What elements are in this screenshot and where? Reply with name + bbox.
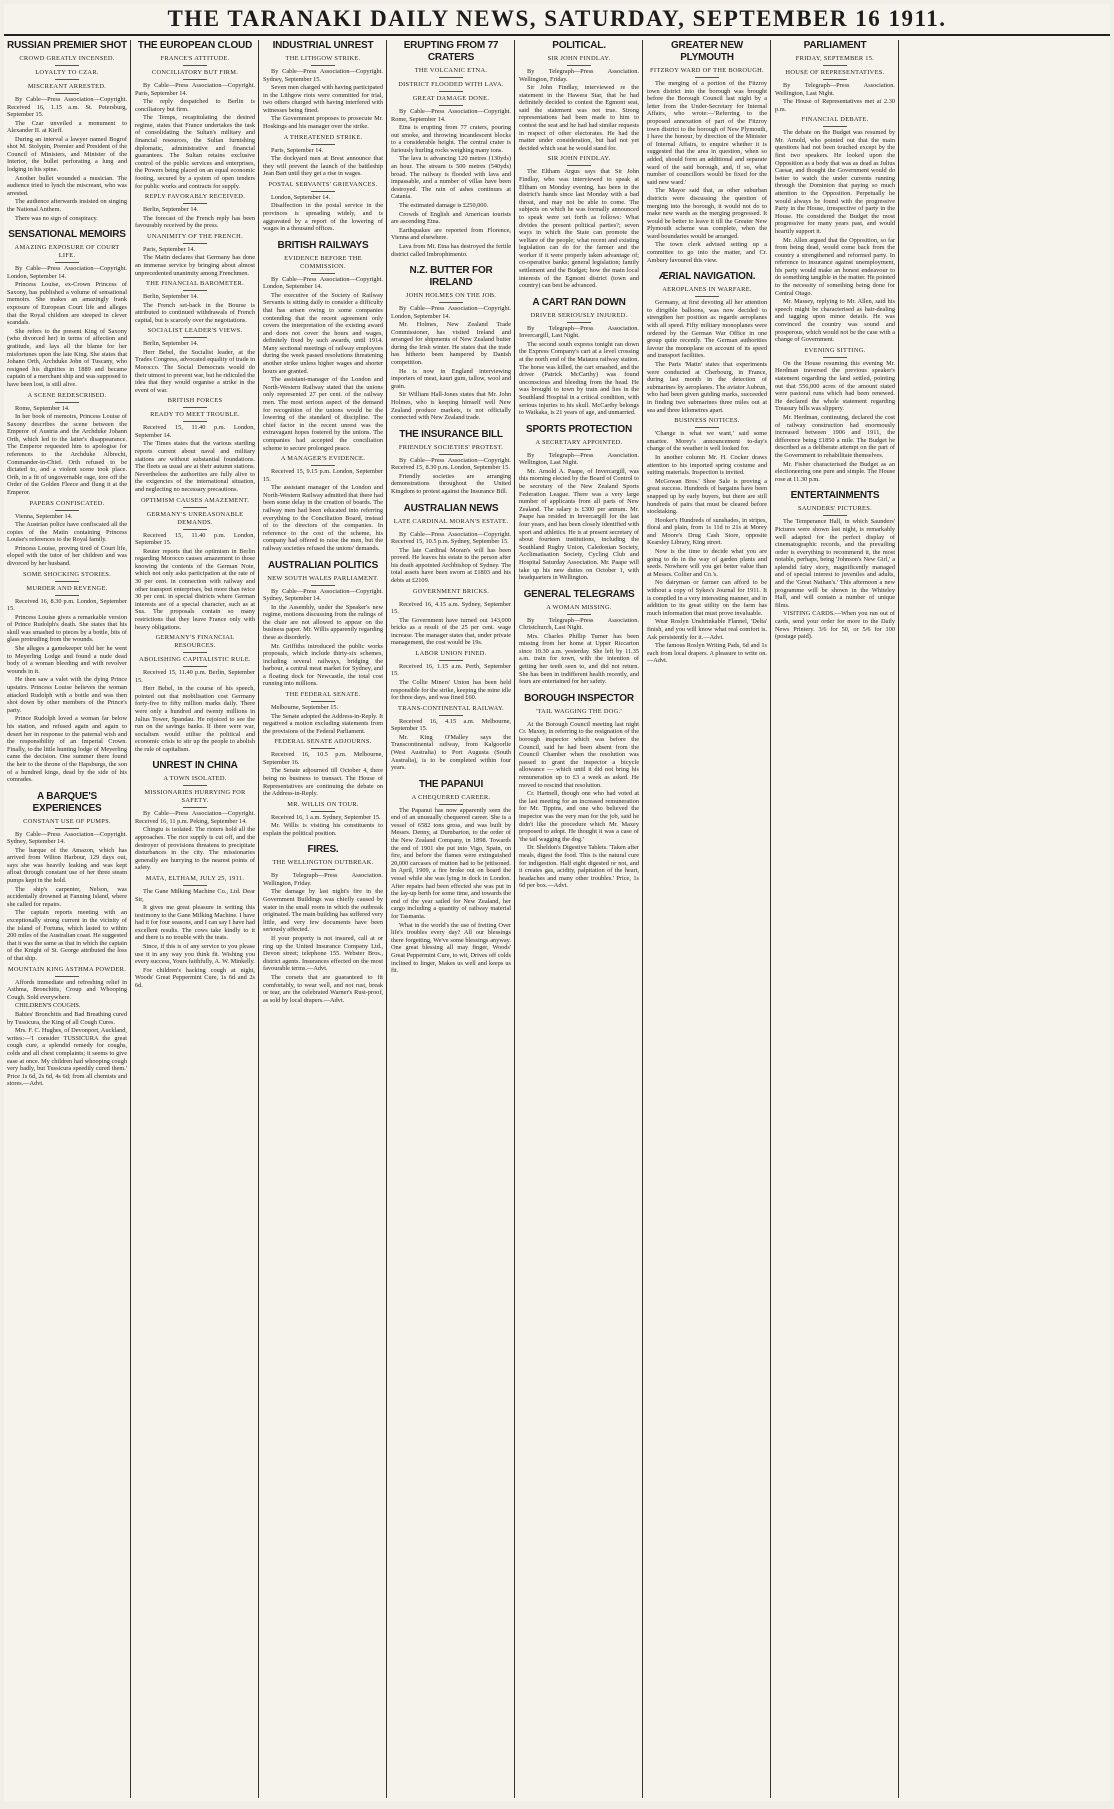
article-byline: Received 15, 11.40 p.m. Berlin, September 15. [135, 669, 255, 684]
article-subheading: UNANIMITY OF THE FRENCH. [135, 233, 255, 244]
article-byline: Berlin, September 14. [143, 293, 199, 301]
article-paragraph: Mr. Holmes, New Zealand Trade Commissioner, has visited Ireland and arranged for shipments of New Zealand butter during the Irish winter. He states that the trade has hitherto been hampered by Danish competition. [391, 321, 511, 367]
article-subheading: CONSTANT USE OF PUMPS. [7, 818, 127, 829]
article-paragraph: Cr. Hartnell, though one who had voted at the last meeting for an increased remuneration for Mr. Tippins, and one who believed the inspector was the very man for the job, said he didn't like the procedure which Mr. Maxey proposed to adopt. He thought it was a case of 'the tail wagging the dog.' [519, 790, 639, 843]
article-paragraph: Mr. Fisher characterised the Budget as an electioneering one pure and simple. The House rose at 11.30 p.m. [775, 460, 895, 483]
article-subheading: LATE CARDINAL MORAN'S ESTATE. [391, 518, 511, 529]
article-paragraph: If your property is not insured, call at or ring up the United Insurance Company Ltd., Devon street; telephone 155. Webster Bros., district agents. Insurances effected on the most favourable terms.—Advt. [263, 934, 383, 973]
article-headline: RUSSIAN PREMIER SHOT [7, 40, 127, 51]
article-subheading: READY TO MEET TROUBLE. [135, 411, 255, 422]
article-byline: By Telegraph—Press Association. Christchurch, Last Night. [519, 616, 639, 632]
article-paragraph: Herr Bebel, in the course of his speech, pointed out that mobilisation cost Germany forty-five to fifty million marks daily. There were only a hundred and twenty millions in Julius Tower, Spandau. He rejoiced to see the run on the savings banks. If there were war, socialism would utilise the political and economic crisis to stir up the people to abolish the rule of capitalism. [135, 685, 255, 753]
article-byline: Rome, September 14. [15, 404, 70, 412]
masthead-title: THE TARANAKI DAILY NEWS, SATURDAY, SEPTEMBER 16 1911. [4, 4, 1110, 36]
article-paragraph: He is now in England interviewing importers of meat, kauri gum, tallow, wool and grain. [391, 367, 511, 390]
article-byline: The Gane Milking Machine Co., Ltd. Dear Sir, [135, 888, 255, 903]
column-rule [898, 40, 899, 1798]
article-paragraph: The forecast of the French reply has been favourably received by the press. [135, 214, 255, 230]
article-subheading: SIR JOHN FINDLAY. [519, 155, 639, 166]
column-6 [647, 40, 767, 1798]
article-subheading: THE WELLINGTON OUTBREAK. [263, 859, 383, 870]
article-subheading: FINANCIAL DEBATE. [775, 116, 895, 127]
column-rule [770, 40, 771, 1798]
article-byline: By Telegraph—Press Association. Wellington, Friday. [519, 68, 639, 83]
article-paragraph: Lava from Mt. Etna has destroyed the fertile district called Imbrophimento. [391, 242, 511, 258]
article-paragraph: Crowds of English and American tourists are ascending Etna. [391, 210, 511, 226]
article-headline: ERUPTING FROM 77 CRATERS [403, 40, 499, 63]
article-paragraph: Princess Louise gives a remarkable version of Prince Rudolph's death. She states that his skull was smashed to pieces by a bottle, bits of glass protruding from the wounds. [7, 613, 127, 644]
article-paragraph: The Czar unveiled a monument to Alexander II. at Kieff. [7, 119, 127, 135]
article-paragraph: The House of Representatives met at 2.30 p.m. [775, 98, 895, 113]
article-subheading: FEDERAL SENATE ADJOURNS. [263, 738, 383, 749]
article-paragraph: Mr. Allen argued that the Opposition, so far from being dead, would come back from the country a strengthened and reformed party. In reference to insurance against unemployment, his party would make an honest endeavour to do something tangible in the matter. He pointed to the necessity of something being done for Central Otago. [775, 236, 895, 297]
column-8 [903, 40, 1023, 1798]
column-1 [7, 40, 127, 1798]
article-paragraph: Another bullet wounded a musician. The audience tried to lynch the miscreant, who was arrested. [7, 174, 127, 197]
article-subheading: PAPERS CONFISCATED. [7, 500, 127, 511]
article-headline: PARLIAMENT [803, 40, 867, 51]
article-headline: AUSTRALIAN NEWS [403, 502, 499, 514]
article-headline: A BARQUE'S EXPERIENCES [32, 790, 102, 814]
newspaper-page [4, 4, 1110, 1801]
article-paragraph: Princess Louise, ex-Crown Princess of Saxony, has published a volume of sensational memoirs. She makes an amazingly frank exposure of European Court life and alleges that the Royal children are steeped in clever scandals. [7, 281, 127, 327]
article-headline: UNREST IN CHINA [152, 760, 238, 772]
column-5 [519, 40, 639, 1798]
article-paragraph: Hooker's Hundreds of sunshades, in stripes, floral and plain, from 1s 11d to 21s at Morey and Moore's Drug Cash Store, opposite Kearsley Library, King street. [647, 516, 767, 547]
column-rule [258, 40, 259, 1798]
article-subheading: EVIDENCE BEFORE THE COMMISSION. [263, 255, 383, 274]
article-byline: Received 15, 11.40 p.m. London, September 14. [135, 424, 255, 439]
article-subheading: OPTIMISM CAUSES AMAZEMENT. [135, 497, 255, 508]
article-paragraph: Mrs. Charles Phillip Turner has been missing from her home at Upper Riccarton since 10.30 a.m. yesterday. She left by 11.35 a.m. train for town, with the intention of getting her teeth seen to, and did not return. She has been in indifferent health recently, and fears are entertained for her safety. [519, 632, 639, 686]
article-byline: By Cable—Press Association—Copyright. London, September 14. [7, 265, 127, 280]
article-subheading: A THREATENED STRIKE. [263, 134, 383, 145]
article-byline: Paris, September 14. [143, 245, 196, 253]
article-paragraph: Chingtu is isolated. The rioters hold all the approaches. The rice supply is cut off, and the destroyer of provisions threatens to precipitate disturbances in the city. The missionaries generally are hurrying to the nearest points of safety. [135, 826, 255, 872]
article-subheading: HOUSE OF REPRESENTATIVES. [775, 69, 895, 80]
article-subheading: AEROPLANES IN WARFARE. [647, 286, 767, 297]
article-paragraph: There was no sign of conspiracy. [15, 214, 98, 222]
article-paragraph: The Government have turned out 143,000 bricks as a result of the 25 per cent. wage increase. The manager states that, under private management, the cost would be 19s. [391, 616, 511, 647]
article-paragraph: Herr Bebel, the Socialist leader, at the Trades Congress, advocated equality of trade in Morocco. The Social Democrats would do their utmost to prevent war, but he ridiculed the idea that they would organise a strike in the event of war. [135, 348, 255, 394]
article-paragraph: Earthquakes are reported from Florence, Vienna and elsewhere. [391, 226, 511, 242]
article-byline: Received 16, 1.15 a.m. Perth, September 15. [391, 662, 511, 678]
article-subheading: 'TAIL WAGGING THE DOG.' [519, 708, 639, 719]
article-paragraph: Babies' Bronchitis and Bad Breathing cured by Tussicura, the King of all Cough Cures. [7, 1010, 127, 1026]
article-byline: Berlin, September 14. [143, 340, 199, 348]
article-paragraph: The Senate adopted the Address-in-Reply. It negatived a motion excluding statements from the provisions of the Federal Parliament. [263, 712, 383, 735]
article-paragraph: The late Cardinal Moran's will has been proved. He leaves his estate to the person after his death appointed Archbishop of Sydney. The total assets have been sworn at £1803 and his debts at £2109. [391, 546, 511, 584]
article-subheading: LABOR UNION FINED. [391, 650, 511, 661]
article-byline: Berlin, September 14. [143, 206, 199, 214]
article-subheading: SOME SHOCKING STORIES. [7, 571, 127, 582]
article-byline: By Cable—Press Association—Copyright. Sydney, September 14. [7, 830, 127, 846]
article-subheading: NEW SOUTH WALES PARLIAMENT. [263, 575, 383, 586]
article-paragraph: The assistant manager of the London and North-Western Railway admitted that there had been some delay in the creation of boards. The railway men had been educated into referring everything to the Conciliation Board, instead of to the directors of the companies. In reference to the cost of the scheme, his company had offered to raise the men, but the railway societies refused the unions' demands. [263, 484, 383, 552]
article-byline: By Telegraph—Press Association. Invercargill, Last Night. [519, 324, 639, 340]
article-subheading: FRIDAY, SEPTEMBER 15. [775, 55, 895, 66]
article-paragraph: The audience afterwards insisted on singing the National Anthem. [7, 198, 127, 214]
article-paragraph: Dr. Sheldon's Digestive Tablets. 'Taken after meals, digest the food. This is the natural cure for indigestion. Half eight digested or not, and it creates gas, acidity, palpitation of the heart, headaches and many other troubles.' Price, 1s 6d per box.—Advt. [519, 844, 639, 890]
article-byline: By Cable—Press Association—Copyright. Sydney, September 14. [263, 587, 383, 603]
article-byline: By Cable—Press Association—Copyright. Paris, September 14. [135, 82, 255, 97]
article-headline: BRITISH RAILWAYS [277, 239, 369, 251]
article-paragraph: Mr. Willis is visiting his constituents to explain the political position. [263, 822, 383, 837]
article-byline: Received 15, 11.40 p.m. London, September 15. [135, 531, 255, 547]
article-paragraph: The reply despatched to Berlin is conciliatory but firm. [135, 98, 255, 113]
article-subheading: THE LITHGOW STRIKE. [263, 55, 383, 66]
article-paragraph: The estimated damage is £250,000. [399, 201, 489, 209]
article-headline: SPORTS PROTECTION [525, 423, 633, 435]
article-subheading: THE VOLCANIC ETNA. [391, 67, 511, 78]
article-byline: By Cable—Press Association—Copyright. Received 16, 11 p.m. Peking, September 14. [135, 810, 255, 825]
article-paragraph: In the Assembly, under the Speaker's new regime, motions discussing from the rulings of the chair are not allowed to appear on the business paper. Mr. Willis apparently regarding these as disorderly. [263, 603, 383, 641]
article-paragraph: The Government proposes to prosecute Mr. Hoskings and his manager over the strike. [263, 115, 383, 130]
article-paragraph: The Times states that the various startling reports current about naval and military stations are without substantial foundations. The fleets as usual are at their autumn stations. Nevertheless the authorities are fully alive to the exigencies of the international situation, and neglecting no necessary precautions. [135, 440, 255, 493]
article-paragraph: McGowan Bros.' Shoe Sale is proving a great success. Hundreds of bargains have been snapped up by early buyers, but there are still hundreds of pairs that must be cleared before stocktaking. [647, 477, 767, 516]
article-paragraph: She alleges a gamekeeper told her he went to Meyerling Lodge and found a nude dead body of a woman bleeding and with revolver wounds in it. [7, 645, 127, 675]
article-headline: THE INSURANCE BILL [399, 428, 503, 440]
article-paragraph: What in the world's the use of fretting Over life's troubles every day? All our blessings there forgetting, We've some blessings anyway. One great blessing all may finger, Woods' Great Peppermint Cure, to wit, Drives off colds inclined to linger, Makes us well and keeps us fit. [391, 921, 511, 975]
article-byline: Received 15, 9.15 p.m. London, September 15. [263, 468, 383, 483]
article-byline: Received 16, 4.15 a.m. Melbourne, September 15. [391, 717, 511, 733]
column-rule [386, 40, 387, 1798]
column-4 [391, 40, 511, 1798]
article-subheading: SOCIALIST LEADER'S VIEWS. [135, 327, 255, 338]
article-byline: By Cable—Press Association—Copyright. Received 15, 10.5 p.m. Sydney, September 15. [391, 530, 511, 546]
article-subheading: LOYALTY TO CZAR. [7, 69, 127, 80]
article-headline: SENSATIONAL MEMOIRS [8, 229, 126, 241]
article-byline: Vienna, September 14. [15, 512, 73, 520]
article-byline: By Cable—Press Association—Copyright. London, September 14. [263, 275, 383, 291]
article-subheading: BUSINESS NOTICES. [647, 417, 767, 428]
article-subheading: GERMANY'S UNREASONABLE DEMANDS. [135, 511, 255, 530]
article-headline: INDUSTRIAL UNREST [272, 40, 374, 51]
article-headline: ENTERTAINMENTS [790, 490, 880, 502]
article-headline: A CART RAN DOWN [532, 296, 626, 308]
article-paragraph: The Collie Miners' Union has been held responsible for the strike, keeping the mine idle for three days, and was fined £60. [391, 678, 511, 702]
article-paragraph: He then saw a valet with the dying Prince upstairs. Princess Louise believes the woman attacked Rudolph with a bottle and was then shot down by other members of the Prince's party. [7, 676, 127, 714]
article-subheading: GOVERNMENT BRICKS. [391, 588, 511, 599]
article-paragraph: Germany, at first devoting all her attention to dirigible balloons, was now decided to strengthen her position as regards aeroplanes with all speed. Fifty military monoplanes were ordered by the German War Office in one group quite recently. The German authorities favour the monoplane on account of its speed and transport facilities. [647, 299, 767, 360]
article-paragraph: The debate on the Budget was resumed by Mr. Arnold, who pointed out that the main questions had not been touched except by the first two speakers. He looked upon the Opposition as a body that was as dead as Julius Caesar, and thought the Government would do better to watch the under currents running through the Dominion that paying so much attention to the Opposition. Perpetually he would always be found with the progressive Party in the House, irrespective of party in the House. He considered the Budget the most progressive for many years past, and would heartily support it. [775, 129, 895, 235]
article-subheading: CONCILIATORY BUT FIRM. [135, 69, 255, 80]
article-headline: ÆRIAL NAVIGATION. [658, 271, 756, 283]
article-paragraph: Mr. Massey, replying to Mr. Allen, said his speech might be characterised as hair-dealing and tagging upon minor details. He was convinced the country was sound and prosperous, which would not be the case with a change of Government. [775, 298, 895, 344]
article-byline: By Cable—Press Association—Copyright. Sydney, September 15. [263, 68, 383, 83]
article-paragraph: The executive of the Society of Railway Servants is sitting daily to consider a difficulty that has arisen owing to some companies contending that the recent agreement only covers the interpretation of the existing award and does not cover the hours and wages, definitely fixed by such awards, until 1914. Many sectional meetings of railway employees during the week passed resolutions threatening another strike unless higher wages and shorter hours are granted. [263, 291, 383, 375]
article-paragraph: Affords immediate and refreshing relief in Asthma, Bronchitis, Croup and Whooping Cough. Sold everywhere. [7, 978, 127, 1001]
article-subheading: MISCREANT ARRESTED. [7, 83, 127, 94]
article-subheading: MATA, ELTHAM, JULY 25, 1911. [135, 875, 255, 886]
article-paragraph: She refers to the present King of Saxony (who divorced her) in terms of affection and gratitude, and lays all the blame for her misfortunes upon the late King. She states that Johann Orth, Archduke John of Tuscany, who resigned his dignities in 1889 and became captain of a merchant ship and was supposed to have been lost, is still alive. [7, 327, 127, 388]
article-subheading: MOUNTAIN KING ASTHMA POWDER. [7, 966, 127, 977]
article-paragraph: On the House resuming this evening Mr. Herdman traversed the previous speaker's statement regarding the land settled, pointing out that 556,000 acres of the amount stated were pastoral runs which had been renewed. He declared the whole statement regarding Treasury bills was slippery. [775, 359, 895, 413]
article-paragraph: Now is the time to decide what you are going to do in the way of garden plants and seeds. Nowhere will you get better value than at Messrs. Collier and Co.'s. [647, 548, 767, 578]
article-subheading: JOHN HOLMES ON THE JOB. [391, 292, 511, 303]
article-subheading: MR. WILLIS ON TOUR. [263, 801, 383, 812]
article-subheading: A SECRETARY APPOINTED. [519, 439, 639, 450]
article-subheading: SIR JOHN FINDLAY. [519, 55, 639, 66]
article-paragraph: The Temperance Hall, in which Saunders' Pictures were shown last night, is remarkably well adapted for the perfect display of cinematographic records, and the prevailing order is everything to recommend it, the most notable, perhaps, being 'Johnson's New Girl,' a splendid fairy story, magnificently managed and of special interest to juveniles and adults, and the 'Great Nathan's.' This afternoon a new programme will be shown in the Whiteley Hall, and will contain a number of unique films. [775, 518, 895, 609]
article-byline: Received 16, 10.5 p.m. Melbourne, September 16. [263, 751, 383, 766]
article-paragraph: Sir John Findlay, interviewed re the statement in the Hawera Star, that he had definitely decided to contest the Egmont seat, said the statement was not true. Strong representations had been made to him to contest the seat and he had had similar requests in respect of other electorates. He had the matter under consideration, but had not yet decided which seat he would stand for. [519, 84, 639, 152]
article-subheading: A CHEQUERED CAREER. [391, 794, 511, 805]
article-paragraph: Disaffection in the postal service in the provinces is spreading widely, and is aggravated by a report of the lowering of wages in a thousand offices. [263, 202, 383, 233]
article-subheading: CROWD GREATLY INCENSED. [7, 55, 127, 66]
article-headline: BOROUGH INSPECTOR [524, 692, 634, 704]
article-paragraph: Mr. Arnold A. Paape, of Invercargill, was this morning elected by the Board of Control to be secretary of the New Zealand Sports Federation League. There was a very large number of applicants from all parts of New Zealand. The salary is £300 per annum. Mr. Paape has resided in Invercargill for the last four years, and has been closely identified with sport and athletics. He is at present secretary of about fourteen institutions, including the Southland Rugby Union, Caledonian Society, Acclimatisation Society, Cycling Club and Hospital Saturday Association. Mr. Paape will take up his new duties on October 1, with headquarters in Wellington. [519, 467, 639, 582]
article-paragraph: Princess Louise, proving tired of Court life, eloped with the tutor of her children and was divorced by her husband. [7, 544, 127, 568]
article-byline: By Cable—Press Association—Copyright. London, September 14. [391, 305, 511, 320]
column-rule [130, 40, 131, 1798]
article-paragraph: Wear Roslyn Unshrinkable Flannel, 'Delta' finish, and you will know what real comfort is. Ask persistently for it.—Advt. [647, 618, 767, 641]
article-byline: Melbourne, September 15. [271, 704, 339, 712]
article-subheading: REPLY FAVORABLY RECEIVED. [135, 193, 255, 204]
article-paragraph: It gives me great pleasure in writing this testimony to the Gane Milking Machine. I have had it for four seasons, and I can say I have had excellent results. The cows take kindly to it and there is no trouble with the teats. [135, 904, 255, 942]
article-paragraph: Mr. King O'Malley says the Transcontinental railway, from Kalgoorlie (West Australia) to Port Augusta (South Australia), is to be completed within four years. [391, 733, 511, 772]
article-paragraph: Etna is erupting from 77 craters, pouring out smoke, and throwing incandescent blocks to a considerable height. The central crater is furiously hurling rocks weighing many tons. [391, 124, 511, 154]
article-headline: GREATER NEW PLYMOUTH [670, 40, 744, 63]
article-paragraph: The assistant-manager of the London and North-Western Railway stated that the unions only represented 27 per cent. of the railway men. The most serious aspect of the demand for recognition of the unions would be the lowering of the standard of discipline. The chief factor in the recent unrest was the extravagant hopes fostered by the unions. The companies had accepted the conciliation scheme to secure prolonged peace. [263, 376, 383, 452]
article-subheading: DRIVER SERIOUSLY INJURED. [519, 312, 639, 323]
article-headline: GENERAL TELEGRAMS [523, 588, 635, 600]
article-subheading: A WOMAN MISSING. [519, 604, 639, 615]
article-paragraph: The Eltham Argus says that Sir John Findlay, who was interviewed to speak at Eltham on Monday evening, has been in the district's hands since last Monday with a bad throat, and may not be able to come. The subjects on which he was formally announced to speak were set forth as follows: What divides the present political parties?; seven ways in which the State can promote the welfare of the people; what recent and existing legislation can do for the farmer and the worker if it were properly taken advantage of; co-operative banks; general legislation; family settlement and the Budget; how the main local interests of the Egmont district (town and country) can best be advanced. [519, 168, 639, 290]
article-paragraph: The dockyard men at Brest announce that they will prevent the launch of the battleship Jean Bart until they get a rise in wages. [263, 155, 383, 178]
article-subheading: MISSIONARIES HURRYING FOR SAFETY. [135, 789, 255, 808]
article-paragraph: Reuter reports that the optimism in Berlin regarding Morocco causes amazement to those knowing the contents of the German Note, which not only asks participation at the rate of 30 per cent. in connection with railway and other transport enterprises, but more than twice 30 per cent. in special districts where German interests are of a special character, such as at Sus. The proposals contain so many restrictions that they leave France only with heavy obligations. [135, 547, 255, 631]
article-headline: FIRES. [307, 844, 339, 856]
article-paragraph: Mr. Griffiths introduced the public works proposals, which include thirty-six schemes, including several railways, bridging the harbour, a central meat market for Sydney, and a floating dock for Newcastle, the total cost running into millions. [263, 642, 383, 688]
article-headline: N.Z. BUTTER FOR IRELAND [409, 265, 493, 289]
article-paragraph: Mr. Herdman, continuing, declared the cost of railway construction had enormously increased between 1906 and 1911, the difference being £1850 a mile. The Budget he described as a deliberate attempt on the part of the Government to rehabilitate themselves. [775, 413, 895, 459]
article-paragraph: Since, if this is of any service to you please use it in any way you think fit. Wishing you every success, Yours faithfully, A. W. Minkelly. [135, 943, 255, 966]
article-byline: Received 16, 4.15 a.m. Sydney, September 15. [391, 600, 511, 616]
article-paragraph: The town clerk advised setting up a committee to go into the matter, and Cr. Ambury favoured this view. [647, 241, 767, 264]
column-rule [514, 40, 515, 1798]
article-headline: AUSTRALIAN POLITICS [267, 559, 379, 571]
article-subheading: AMAZING EXPOSURE OF COURT LIFE. [7, 244, 127, 263]
article-subheading: THE FINANCIAL BAROMETER. [135, 280, 255, 291]
article-paragraph: The Matin declares that Germany has done an immense service by bringing about almost unprecedented unanimity among Frenchmen. [135, 254, 255, 277]
article-paragraph: At the Borough Council meeting last night Cr. Maxey, in referring to the resignation of the borough inspector which was before the Council, said he had been absent from the Council Chamber when the resolution was passed to grant the inspector a bicycle allowance — which until it did not bring his remuneration up to £3 a week as asked. He moved to rescind that resolution. [519, 720, 639, 789]
article-subheading: THE FEDERAL SENATE. [263, 691, 383, 702]
article-byline: By Cable—Press Association—Copyright. Rome, September 14. [391, 108, 511, 123]
article-subheading: TRANS-CONTINENTAL RAILWAY. [391, 705, 511, 716]
article-paragraph: VISITING CARDS.—When you run out of cards, send your order for more to the Daily News Printery. 3/6 for 50, or 5/6 for 100 (postage paid). [775, 610, 895, 641]
article-subheading: A SCENE REDESCRIBED. [7, 392, 127, 403]
article-byline: By Telegraph—Press Association. Wellington, Last Night. [775, 82, 895, 97]
column-7 [775, 40, 895, 1798]
article-subheading: A MANAGER'S EVIDENCE. [263, 455, 383, 466]
column-3 [263, 40, 383, 1798]
article-byline: Received 16, 8.30 p.m. London, September 15. [7, 597, 127, 613]
article-paragraph: The French set-back in the Bourse is attributed to continued withdrawals of French capital, but is scarcely over the negotiations. [135, 301, 255, 324]
article-paragraph: Mrs. F. C. Hughes, of Devonport, Auckland, writes:—'I consider TUSSICURA the great cough cure, a splendid remedy for coughs, colds and all chest complaints; it seems to give ease at once. My children had whooping cough very badly, but Tussicura speedily cured them.' Price 1s 6d, 2s 6d, 4s 6d; from all chemists and stores.—Advt. [7, 1027, 127, 1088]
article-paragraph: For children's hacking cough at night, Woods' Great Peppermint Cure, 1s 6d and 2s 6d. [135, 966, 255, 989]
article-paragraph: The damage by last night's fire in the Government Buildings was chiefly caused by water in the small room in which the outbreak originated. The main building has suffered very little, and very few documents have been seriously affected. [263, 888, 383, 934]
article-paragraph: The Senate adjourned till October 4, there being no business to transact. The House of Representatives are continuing the debate on the Address-in-Reply. [263, 767, 383, 798]
article-paragraph: The barque of the Amazon, which has arrived from Wilton Harbour, 129 days out, says she was heavily leaking and was kept afloat through constant use of her three steam pumps kept in the hold. [7, 846, 127, 885]
article-byline: Received 16, 1 a.m. Sydney, September 15. [271, 813, 381, 821]
column-2 [135, 40, 255, 1798]
article-byline: Paris, September 14. [271, 146, 324, 154]
article-paragraph: 'Change is what we want,' said some smartee. Morey's announcement to-day's change of the weather is well looked for. [647, 430, 767, 453]
article-subheading: EVENING SITTING. [775, 347, 895, 358]
article-paragraph: CHILDREN'S COUGHS. [15, 1002, 81, 1010]
article-subheading: A TOWN ISOLATED. [135, 775, 255, 786]
article-paragraph: Prince Rudolph loved a woman far below his station, and refused again and again to desert her in response to the paternal wish and the responsibility of an Imperial Crown. Finally, to the little hunting lodge of Meyerling came the decision. One summer there found the heir to the throne of the Hapsburgs, the son of a hundred kings, dead by the side of his comrades. [7, 715, 127, 784]
article-paragraph: In her book of memoirs, Princess Louise of Saxony describes the scene between the Emperor of Austria and the Archduke Johann Orth, which led to the latter's disappearance. The Emperor requested him to apologise for references to the Archduke Albrecht, Commander-in-Chief. Orth refused to be dictated to, and a violent scene took place. Orth, in a fit of ungovernable rage, tore off the Order of the Golden Fleece and flung it at the Emperor. [7, 413, 127, 496]
article-subheading: FITZROY WARD OF THE BOROUGH. [647, 67, 767, 78]
article-paragraph: In another column Mr. H. Cocker draws attention to his imported spring costume and suiting materials. Inspection is invited. [647, 453, 767, 477]
article-headline: THE PAPANUI [418, 778, 484, 790]
article-byline: By Cable—Press Association—Copyright. Received 16, 1.15 a.m. St. Petersburg, September 15. [7, 96, 127, 118]
article-paragraph: The captain reports meeting with an exceptionally strong current in the vicinity of the island of Fortuna, which lasted to within 200 miles of the Australian coast. He suggested that it was the same as that in which the captain of the Knight of St. George attributed the loss of that ship. [7, 909, 127, 962]
article-subheading: BRITISH FORCES [135, 397, 255, 408]
article-subheading: FRIENDLY SOCIETIES' PROTEST. [391, 444, 511, 455]
article-subheading: POSTAL SERVANTS' GRIEVANCES. [263, 181, 383, 192]
article-paragraph: The second south express tonight ran down the Express Company's cart at a level crossing at the north end of the Mataura railway station. The horse was killed, the cart smashed, and the driver (Patrick McCarthy) was found unconscious and bleeding from the head. He was brought to town by train and lies in the Southland Hospital in a critical condition, with serious injuries to his skull. McCarthy belongs to Waikaka, is 21 years of age, and unmarried. [519, 340, 639, 417]
article-paragraph: The Temps, recapitulating the desired regime, states that France undertakes the task of consolidating the Sultan's military and financial resources, the Sultan furnishing diplomatic, administrative and financial guarantees. The Sultan retains exclusive control of the public services and enterprises, the Powers being placed on an equal economic footing, secured by a system of open tenders for public works and contracts for supply. [135, 114, 255, 190]
article-paragraph: The Paris 'Matin' states that experiments were conducted at Cherbourg, in France, during last month in the detection of submarines by aeroplanes. The aviator Aubrun, who had been given guiding marks, succeeded in finding two submarines three miles out at sea and three kilometres apart. [647, 361, 767, 414]
article-subheading: ABOLISHING CAPITALISTIC RULE. [135, 656, 255, 667]
article-paragraph: The famous Roslyn Writing Pads, 6d and 1s each from local drapers. A pleasure to write on.—Advt. [647, 642, 767, 665]
article-subheading: DISTRICT FLOODED WITH LAVA. [391, 81, 511, 92]
article-subheading: GERMANY'S FINANCIAL RESOURCES. [135, 634, 255, 653]
column-rule [642, 40, 643, 1798]
article-paragraph: The lava is advancing 120 metres (130yds) an hour. The stream is 500 metres (540yds) broad. The railway is flooded with lava and impassable, and a number of villas have been destroyed. The rain of ashes continues at Catania. [391, 155, 511, 201]
article-headline: POLITICAL. [552, 40, 606, 51]
article-byline: By Telegraph—Press Association. Wellington, Friday. [263, 872, 383, 887]
article-paragraph: The Austrian police have confiscated all the copies of the Matin containing Princess Louise's references to the Royal family. [7, 521, 127, 544]
article-subheading: FRANCE'S ATTITUDE. [135, 55, 255, 66]
article-headline: THE EUROPEAN CLOUD [137, 40, 253, 51]
article-byline: By Telegraph—Press Association. Wellington, Last Night. [519, 451, 639, 467]
article-paragraph: The Mayor said that, as other suburban districts were discussing the question of merging into the borough, it would not do to make new wards as the merging progressed. It would be better to leave it till the Greater New Plymouth scheme was complete, when the ward boundaries would be arranged. [647, 187, 767, 240]
article-paragraph: During an interval a lawyer named Bogrof shot M. Stolypin, Premier and President of the Council of Ministers, and Minister of the Interior, the bullet perforating a lung and lodging in his spine. [7, 135, 127, 174]
article-paragraph: Seven men charged with having participated in the Lithgow riots were committed for trial, two others charged with having interfered with witnesses being fined. [263, 84, 383, 114]
article-byline: By Cable—Press Association—Copyright. Received 15, 8.30 p.m. London, September 15. [391, 456, 511, 472]
article-subheading: GREAT DAMAGE DONE. [391, 95, 511, 106]
article-paragraph: The merging of a portion of the Fitzroy town district into the borough was brought before the Borough Council last night by a letter from the Under-Secretary for Internal Affairs, who wrote:—'Referring to the proposed annexation of part of the Fitzroy town district to the borough of New Plymouth, I have the honour, by direction of the Minister of Internal Affairs, to enquire whether it is suggested that the area in question, when so added, should form an additional and separate ward of the said borough, and, if so, what number of councillors would be fixed for the said new ward.' [647, 80, 767, 186]
article-paragraph: The ship's carpenter, Nelson, was accidentally drowned at Fanning Island, where she called for repairs. [7, 885, 127, 908]
article-paragraph: The Papanui has now apparently seen the end of an unusually chequered career. She is a vessel of 6582 tons gross, and was built by Messrs. Denny, at Dumbarton, to the order of the New Zealand Company, in 1898. Towards the end of 1901 she put into Vigo, Spain, on fire, and before the flames were extinguished 20,000 carcases of mutton had to be jettisoned. In April, 1909, a fire broke out on board the vessel while she was lying in dock in London. After repairs had been effected she was put in the lay-up berth for some time, and towards the end of the year sailed for New Zealand, her cargo including a quantity of railway material for Tasmania. [391, 806, 511, 920]
article-paragraph: Sir William Hall-Jones states that Mr. John Holmes, who is keeping himself well New Zealand produce markets, is not officially connected with New Zealand trade. [391, 391, 511, 422]
article-paragraph: The corsets that are guaranteed to fit comfortably, to wear well, and not rust, break or tear, are the celebrated Warner's Rust-proof, as sold by local drapers.—Advt. [263, 973, 383, 1004]
article-paragraph: No dairyman or farmer can afford to be without a copy of Sykes's Journal for 1911. It is compiled in a very interesting manner, and in addition to its great utility on the farm has much information that must prove invaluable. [647, 579, 767, 617]
article-subheading: MURDER AND REVENGE. [7, 585, 127, 596]
article-subheading: SAUNDERS' PICTURES. [775, 505, 895, 516]
article-byline: London, September 14. [271, 193, 331, 201]
article-paragraph: Friendly societies are arranging demonstrations throughout the United Kingdom to protest against the Insurance Bill. [391, 472, 511, 495]
